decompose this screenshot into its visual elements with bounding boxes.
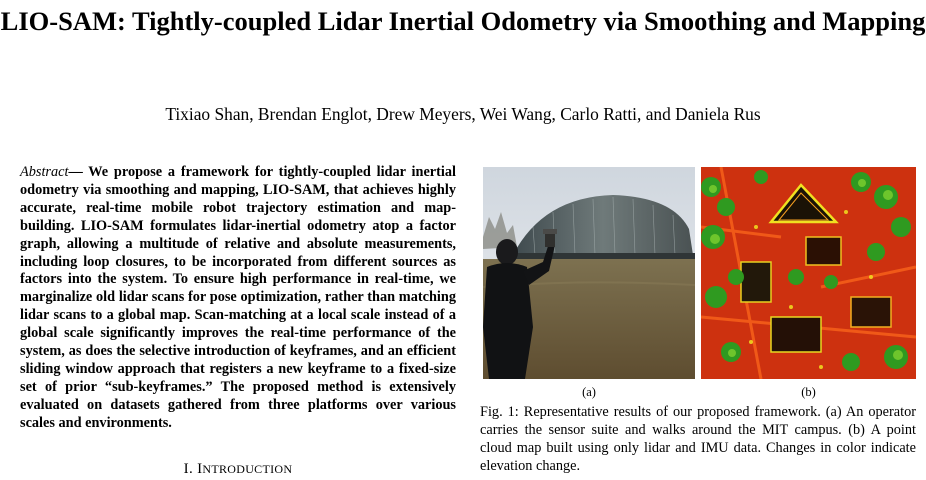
abstract [20,164,456,433]
paper-authors: Tixiao Shan, Brendan Englot, Drew Meyers, Wei Wang, Carlo Ratti, and Daniela Rus [165,104,761,124]
section-rest: NTRODUCTION [202,462,293,476]
figure-point-cloud-map [701,167,916,379]
subfigure-label-a: (a) [582,385,596,399]
paper-title: LIO-SAM: Tightly-coupled Lidar Inertial Odometry via Smoothing and Mapping [0,6,926,36]
abstract-text: — We propose a framework for tightly-coupled lidar inertial odometry via smoothing and mapping, LIO-SAM, that achieves highly accurate, real-time mobile robot trajectory estimation and map-building. LIO-SAM formulates lidar-inertial odometry atop a factor graph, allowing a multitude of relative and absolute measurements, including loop closures, to be incorporated from different sources as factors into the system. To ensure high performance in real-time, we marginalize old lidar scans for pose optimization, rather than matching lidar scans to a global map. Scan-matching at a local scale instead of a global scale significantly improves the real-time performance of the system, as does the selective introduction of keyframes, and an efficient sliding window approach that registers a new keyframe to a fixed-size set of prior “sub-keyframes.” The proposed method is extensively evaluated on datasets gathered from three platforms over various scales and environments. [20,164,456,431]
point-cloud-graphic [701,167,916,379]
section-heading-introduction [20,460,456,478]
photo-operator-graphic [483,167,695,379]
section-numeral: I. [183,461,194,477]
abstract-label: Abstract [20,164,69,180]
figure-caption: Fig. 1: Representative results of our proposed framework. (a) An operator carries the sensor suite and walks around the MIT campus. (b) A point cloud map built using only lidar and IMU data. Changes in color indicate elevation change. [480,404,916,474]
figure-photo-operator [483,167,695,379]
subfigure-label-b: (b) [801,385,816,399]
section-initial: I [197,461,203,477]
